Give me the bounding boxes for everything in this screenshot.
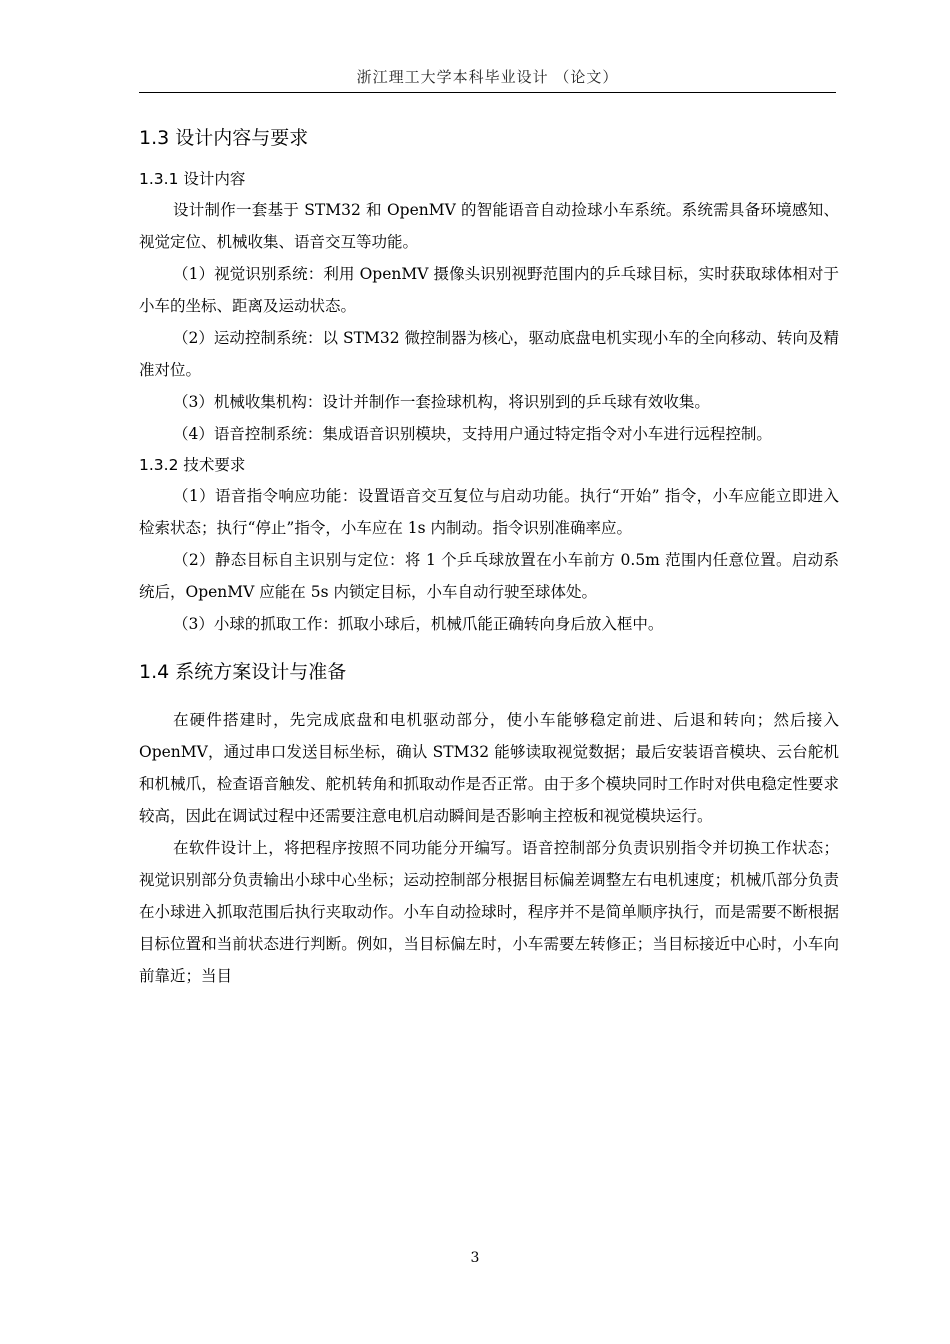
page-number: 3 [470, 1250, 480, 1266]
list-item-voice: （4）语音控制系统：集成语音识别模块，支持用户通过特定指令对小车进行远程控制。 [173, 425, 772, 443]
section-heading-1-3: 1.3 设计内容与要求 [139, 127, 309, 149]
header-rule [139, 92, 836, 93]
paragraph-software: 在软件设计上，将把程序按照不同功能分开编写。语音控制部分负责识别指令并切换工作状态；视觉识别部分负责输出小球中心坐标；运动控制部分根据目标偏差调整左右电机速度；机械爪部分负责在小球进入抓取范围后执行夹取动作。小车自动捡球时，程序并不是简单顺序执行，而是需要不断根据目标位置和当前状态进行判断。例如，当目标偏左时，小车需要左转修正；当目标接近中心时，小车向前靠近；当目 [139, 839, 839, 985]
list-item-vision: （1）视觉识别系统：利用 OpenMV 摄像头识别视野范围内的乒乓球目标，实时获取球体相对于小车的坐标、距离及运动状态。 [139, 265, 839, 315]
list-item-voice-response: （1）语音指令响应功能：设置语音交互复位与启动功能。执行“开始” 指令，小车应能立即进入检索状态；执行“停止”指令，小车应在 1s 内制动。指令识别准确率应。 [139, 487, 839, 537]
list-item-motion: （2）运动控制系统：以 STM32 微控制器为核心，驱动底盘电机实现小车的全向移动、转向及精准对位。 [139, 329, 839, 379]
list-item-target-recognition: （2）静态目标自主识别与定位：将 1 个乒乓球放置在小车前方 0.5m 范围内任意位置。启动系统后，OpenMV 应能在 5s 内锁定目标，小车自动行驶至球体处。 [139, 551, 839, 601]
subsection-heading-1-3-1: 1.3.1 设计内容 [139, 170, 246, 188]
paragraph-design-intro: 设计制作一套基于 STM32 和 OpenMV 的智能语音自动捡球小车系统。系统需具备环境感知、视觉定位、机械收集、语音交互等功能。 [139, 201, 839, 251]
section-heading-1-4: 1.4 系统方案设计与准备 [139, 661, 347, 683]
list-item-grabbing: （3）小球的抓取工作：抓取小球后，机械爪能正确转向身后放入框中。 [173, 615, 664, 633]
running-header: 浙江理工大学本科毕业设计 （论文） [356, 68, 619, 86]
page-body [139, 122, 839, 992]
list-item-mechanism: （3）机械收集机构：设计并制作一套捡球机构，将识别到的乒乓球有效收集。 [173, 393, 710, 411]
paragraph-hardware: 在硬件搭建时，先完成底盘和电机驱动部分，使小车能够稳定前进、后退和转向；然后接入 OpenMV，通过串口发送目标坐标，确认 STM32 能够读取视觉数据；最后安装语音模块、云台舵机和机械爪，检查语音触发、舵机转角和抓取动作是否正常。由于多个模块同时工作时对供电稳定性要求较高，因此在调试过程中还需要注意电机启动瞬间是否影响主控板和视觉模块运行。 [139, 711, 839, 825]
subsection-heading-1-3-2: 1.3.2 技术要求 [139, 456, 246, 474]
